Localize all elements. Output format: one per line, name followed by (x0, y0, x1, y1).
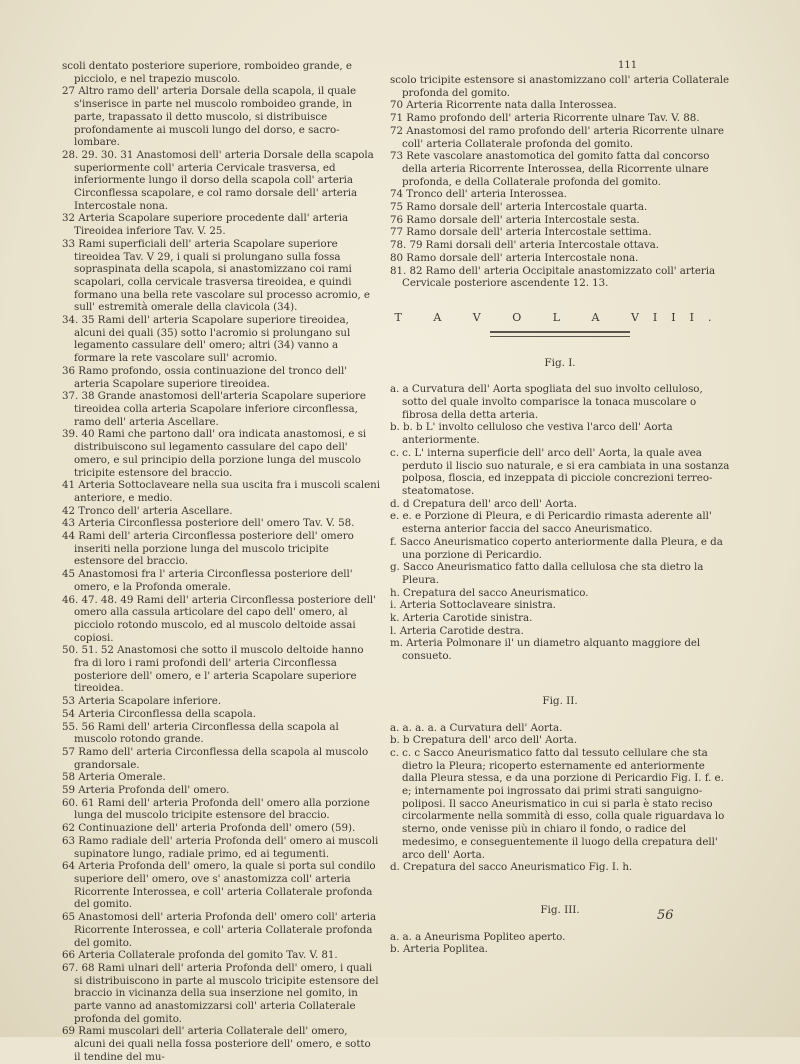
legend-entry: 37. 38 Grande anastomosi dell'arteria Scapolare superiore tireoidea colla arteria Scapolare inferiore circonflessa, ramo dell' arteria Ascellare. (62, 390, 366, 428)
figure-2-heading: Fig. II. (542, 694, 578, 707)
legend-entry: 80 Ramo dorsale dell' arteria Intercostale nona. (390, 251, 639, 264)
figure-3-legend (390, 931, 730, 956)
legend-entry: 63 Ramo radiale dell' arteria Profonda dell' omero ai muscoli supinatore lungo, radiale primo, ed ai tegumenti. (62, 834, 379, 860)
legend-entry: 66 Arteria Collaterale profonda del gomito Tav. V. 81. (62, 949, 338, 962)
legend-entry: 77 Ramo dorsale dell' arteria Intercostale settima. (390, 226, 652, 239)
figure-legend-entry: b. b. b L' involto celluloso che vestiva l'arco dell' Aorta anteriormente. (390, 421, 673, 447)
figure-legend-entry: a. a. a. a. a Curvatura dell' Aorta. (390, 721, 563, 734)
legend-entry: 73 Rete vascolare anastomotica del gomito fatta dal concorso della arteria Ricorrente Interossea, della Ricorrente ulnare profonda, e della Collaterale profonda del gomito. (390, 150, 710, 188)
figure-2-legend (390, 722, 730, 874)
right-column (390, 74, 730, 956)
figure-1-legend (390, 383, 730, 662)
legend-entry: 32 Arteria Scapolare superiore procedente dall' arteria Tireoidea inferiore Tav. V. 25. (62, 212, 349, 238)
figure-legend-entry: c. c. L' interna superficie dell' arco dell' Aorta, la quale avea perduto il liscio suo naturale, e si era cambiata in una sostanza polposa, floscia, ed inzeppata di picciole concrezioni terreo-steatomatose. (390, 446, 730, 497)
legend-entry: 44 Rami dell' arteria Circonflessa posteriore dell' omero inseriti nella porzione lunga del muscolo tricipite estensore del braccio. (62, 530, 354, 568)
figure-legend-entry: e. e. e Porzione di Pleura, e di Pericardio rimasta aderente all' esterna anterior faccia del sacco Aneurismatico. (390, 510, 712, 536)
legend-entry: 57 Ramo dell' arteria Circonflessa della scapola al muscolo grandorsale. (62, 745, 369, 771)
figure-legend-entry: b. Arteria Poplitea. (390, 943, 488, 956)
heading-rule (490, 331, 630, 337)
legend-entry: scolo tricipite estensore si anastomizzano coll' arteria Collaterale profonda del gomito. (390, 74, 730, 99)
figure-legend-entry: f. Sacco Aneurismatico coperto anteriormente dalla Pleura, e da una porzione di Pericardio. (390, 535, 723, 561)
legend-entry: 75 Ramo dorsale dell' arteria Intercostale quarta. (390, 201, 648, 214)
figure-legend-entry: m. Arteria Polmonare il' un diametro alquanto maggiore del consueto. (390, 637, 701, 663)
legend-entry: 41 Arteria Sottoclaveare nella sua uscita fra i muscoli scaleni anteriore, e medio. (62, 479, 381, 504)
figure-legend-entry: b. b Crepatura dell' arco dell' Aorta. (390, 734, 577, 747)
legend-entry: 59 Arteria Profonda dell' omero. (62, 784, 230, 797)
legend-entry: 45 Anastomosi fra l' arteria Circonflessa posteriore dell' omero, e la Profonda omerale. (62, 568, 353, 593)
page-number-bottom: 56 (657, 908, 674, 923)
legend-entry: 65 Anastomosi dell' arteria Profonda dell' omero coll' arteria Ricorrente Interossea, e coll' arteria Collaterale profonda del gomito. (62, 911, 377, 949)
figure-legend-entry: g. Sacco Aneurismatico fatto dalla cellulosa che sta dietro la Pleura. (390, 561, 704, 586)
plate-heading: T A V O L A VIII. (394, 310, 726, 324)
legend-entry: 53 Arteria Scapolare inferiore. (62, 695, 222, 708)
legend-entry: 28. 29. 30. 31 Anastomosi dell' arteria Dorsale della scapola superiormente coll' arteria Cervicale trasversa, ed inferiormente lungo il dorso della scapola coll' arteria Circonflessa scapolare, e col ramo dorsale dell' arteria Intercostale nona. (62, 148, 374, 212)
legend-entry: 74 Tronco dell' arteria Interossea. (390, 188, 567, 201)
figure-3-heading: Fig. III. (540, 903, 580, 916)
figure-legend-entry: d. d Crepatura dell' arco dell' Aorta. (390, 497, 577, 510)
legend-entry: 62 Continuazione dell' arteria Profonda dell' omero (59). (62, 822, 356, 835)
figure-legend-entry: k. Arteria Carotide sinistra. (390, 612, 533, 625)
legend-entry: 43 Arteria Circonflessa posteriore dell' omero Tav. V. 58. (62, 517, 355, 530)
legend-entry: 58 Arteria Omerale. (62, 771, 166, 784)
figure-legend-entry: a. a. a Aneurisma Popliteo aperto. (390, 930, 566, 943)
legend-entry: 39. 40 Rami che partono dall' ora indicata anastomosi, e si distribuiscono sul legamento cassulare del capo dell' omero, e sul principio della porzione lunga del muscolo tricipite estensore del braccio. (62, 428, 367, 479)
figure-legend-entry: d. Crepatura del sacco Aneurismatico Fig. I. h. (390, 861, 633, 874)
legend-entry: 60. 61 Rami dell' arteria Profonda dell' omero alla porzione lunga del muscolo tricipite estensore del braccio. (62, 796, 370, 822)
left-column (62, 60, 380, 1064)
right-column-items (390, 74, 730, 290)
legend-entry: 46. 47. 48. 49 Rami dell' arteria Circonflessa posteriore dell' omero alla cassula articolare del capo dell' omero, al picciolo rotondo muscolo, ed al muscolo deltoide assai copiosi. (62, 593, 376, 644)
legend-entry: scoli dentato posteriore superiore, romboideo grande, e picciolo, e nel trapezio muscolo. (62, 60, 352, 85)
legend-entry: 54 Arteria Circonflessa della scapola. (62, 707, 256, 720)
figure-legend-entry: a. a Curvatura dell' Aorta spogliata del suo involto celluloso, sotto del quale involto comparisce la tonaca muscolare o fibrosa della detta arteria. (390, 383, 703, 421)
legend-entry: 69 Rami muscolari dell' arteria Collaterale dell' omero, alcuni dei quali nella fossa posteriore dell' omero, e sotto il tendine del mu- (62, 1025, 371, 1063)
legend-entry: 42 Tronco dell' arteria Ascellare. (62, 504, 233, 517)
figure-legend-entry: l. Arteria Carotide destra. (390, 624, 524, 637)
figure-1-heading: Fig. I. (544, 356, 576, 369)
page-number-top: 111 (618, 60, 638, 71)
legend-entry: 50. 51. 52 Anastomosi che sotto il muscolo deltoide hanno fra di loro i rami profondi dell' arteria Circonflessa posteriore dell' omero, e l' arteria Scapolare superiore tireoidea. (62, 644, 364, 695)
figure-legend-entry: h. Crepatura del sacco Aneurismatico. (390, 586, 589, 599)
legend-entry: 34. 35 Rami dell' arteria Scapolare superiore tireoidea, alcuni dei quali (35) sotto l'acromio si prolungano sul legamento cassulare dell' omero; altri (34) vanno a formare la rete vascolare sull' acromio. (62, 314, 351, 365)
legend-entry: 67. 68 Rami ulnari dell' arteria Profonda dell' omero, i quali si distribuiscono in parte al muscolo tricipite estensore del braccio in vicinanza della sua inserzione nel gomito, in parte vanno ad anastomizzarsi coll' arteria Collaterale profonda del gomito. (62, 961, 379, 1025)
legend-entry: 70 Arteria Ricorrente nata dalla Interossea. (390, 99, 617, 112)
legend-entry: 71 Ramo profondo dell' arteria Ricorrente ulnare Tav. V. 88. (390, 112, 700, 125)
legend-entry: 78. 79 Rami dorsali dell' arteria Intercostale ottava. (390, 239, 659, 252)
legend-entry: 64 Arteria Profonda dell' omero, la quale si porta sul condilo superiore dell' omero, ove s' anastomizza coll' arteria Ricorrente Interossea, e coll' arteria Collaterale profonda del gomito. (62, 860, 376, 911)
legend-entry: 76 Ramo dorsale dell' arteria Intercostale sesta. (390, 213, 640, 226)
legend-entry: 33 Rami superficiali dell' arteria Scapolare superiore tireoidea Tav. V 29, i quali si prolungano sulla fossa sopraspinata della scapola, si anastomizzano coi rami scapolari, colla cervicale trasversa tireoidea, e quindi formano una bella rete vascolare sul processo acromio, e sull' estremità omerale della clavicola (34). (62, 237, 370, 314)
legend-entry: 72 Anastomosi del ramo profondo dell' arteria Ricorrente ulnare coll' arteria Collaterale profonda del gomito. (390, 124, 724, 150)
legend-entry: 36 Ramo profondo, ossia continuazione del tronco dell' arteria Scapolare superiore tireoidea. (62, 364, 348, 390)
figure-legend-entry: i. Arteria Sottoclaveare sinistra. (390, 599, 556, 612)
figure-legend-entry: c. c. c Sacco Aneurismatico fatto dal tessuto cellulare che sta dietro la Pleura; ricoperto esternamente ed anteriormente dalla Pleura stessa, e da una porzione di Pericardio Fig. I. f. e. e; internamente poi ingrossato dai primi strati sanguigno-poliposi. Il sacco Aneurismatico in cui si parla è stato reciso circolarmente nella sommità di esso, colla quale riguardava lo sterno, onde venisse più in chiaro il fondo, o radice del medesimo, e conseguentemente il luogo della crepatura dell' arco dell' Aorta. (390, 746, 725, 861)
legend-entry: 55. 56 Rami dell' arteria Circonflessa della scapola al muscolo rotondo grande. (62, 720, 339, 746)
legend-entry: 27 Altro ramo dell' arteria Dorsale della scapola, il quale s'inserisce in parte nel muscolo romboideo grande, in parte, trapassato il detto muscolo, si distribuisce profondamente ai muscoli lungo del dorso, e sacro-lombare. (62, 85, 356, 149)
legend-entry: 81. 82 Ramo dell' arteria Occipitale anastomizzato coll' arteria Cervicale posteriore ascendente 12. 13. (390, 264, 716, 290)
